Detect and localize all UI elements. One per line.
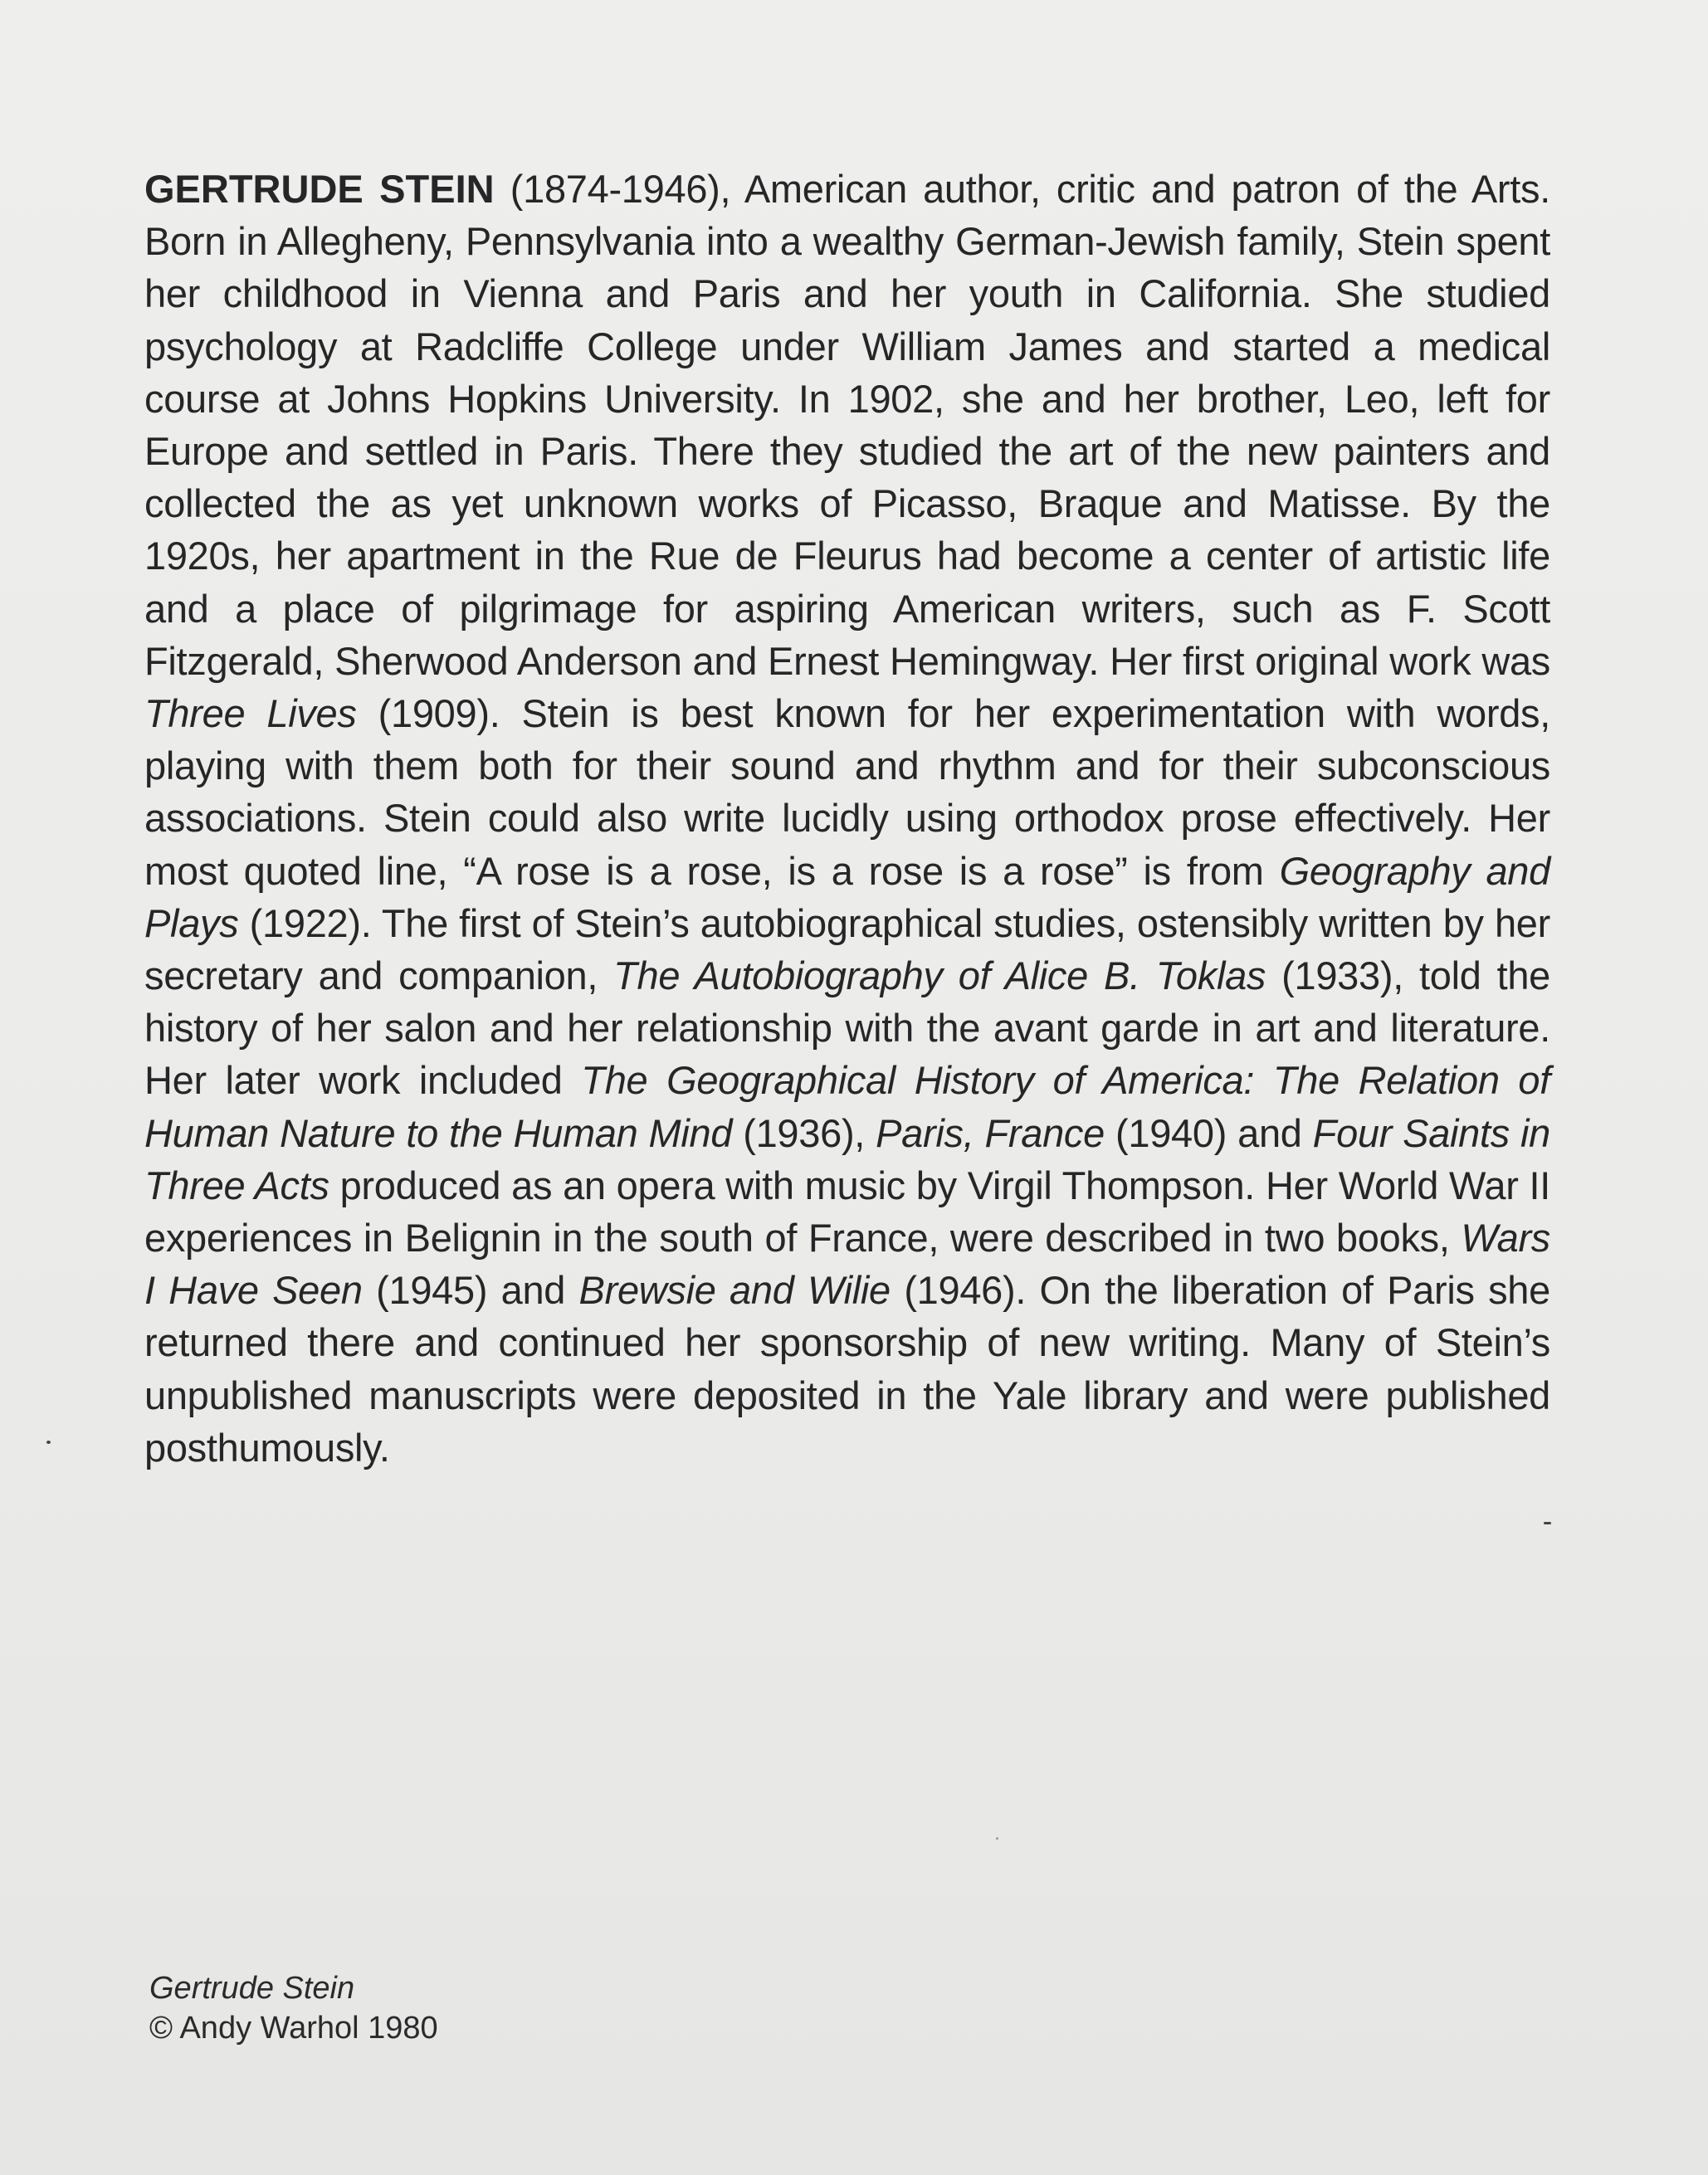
work-title: Geography and Plays [144, 848, 1550, 945]
bio-segment: (1946). On the liberation of Paris she returned there and continued her sponsorship of new writing. Many of Stein’s unpublished manuscripts were deposited in the Yale library and were published posthumously. [144, 1268, 1550, 1470]
work-title: Brewsie and Wilie [578, 1268, 891, 1313]
bio-segment: (1936), [732, 1110, 876, 1155]
bio-segment: (1874-1946), American author, critic and patron of the Arts. Born in Allegheny, Pennsylvania into a wealthy German-Jewish family, Stein spent her childhood in Vienna and Paris and her youth in California. She studied psychology at Radcliffe College under William James and started a medical course at Johns Hopkins University. In 1902, she and her brother, Leo, left for Europe and settled in Paris. There they studied the art of the new painters and collected the as yet unknown works of Picasso, Braque and Matisse. By the 1920s, her apartment in the Rue de Fleurus had become a center of artistic life and a place of pilgrimage for aspiring American writers, such as F. Scott Fitzgerald, Sherwood Anderson and Ernest Hemingway. Her first original work was [144, 167, 1550, 683]
bio-segment: produced as an opera with music by Virgil Thompson. Her World War II experiences in Belignin in the south of France, were described in two books, [144, 1163, 1550, 1261]
paper-speck [46, 1441, 51, 1444]
work-title: Four Saints in Three Acts [144, 1110, 1550, 1207]
work-title: The Geographical History of America: The Relation of Human Nature to the Human Mind [144, 1058, 1550, 1155]
image-credit [149, 1968, 438, 2048]
work-title: Wars I Have Seen [144, 1216, 1550, 1313]
biography-text [144, 163, 1550, 1474]
bio-segment: (1940) and [1104, 1110, 1313, 1155]
work-title: The Autobiography of Alice B. Toklas [613, 953, 1266, 998]
bio-segment: (1933), told the history of her salon and her relationship with the avant garde in art and literature. Her later work included [144, 953, 1551, 1103]
bio-segment: (1909). Stein is best known for her experimentation with words, playing with them both for their sound and rhythm and for their subconscious associations. Stein could also write lucidly using orthodox prose effectively. Her most quoted line, “A rose is a rose, is a rose is a rose” is from [144, 691, 1550, 893]
paper-speck [1544, 1522, 1551, 1524]
bio-segment: (1922). The first of Stein’s autobiographical studies, ostensibly written by her secretary and companion, [144, 900, 1550, 998]
credit-copyright: © Andy Warhol 1980 [149, 2011, 438, 2046]
work-title: Paris, France [876, 1110, 1105, 1155]
subject-name: GERTRUDE STEIN [144, 167, 495, 211]
work-title: Three Lives [144, 691, 357, 736]
credit-title: Gertrude Stein [149, 1971, 355, 2006]
bio-segment: (1945) and [362, 1268, 579, 1313]
paper-speck [996, 1837, 998, 1840]
